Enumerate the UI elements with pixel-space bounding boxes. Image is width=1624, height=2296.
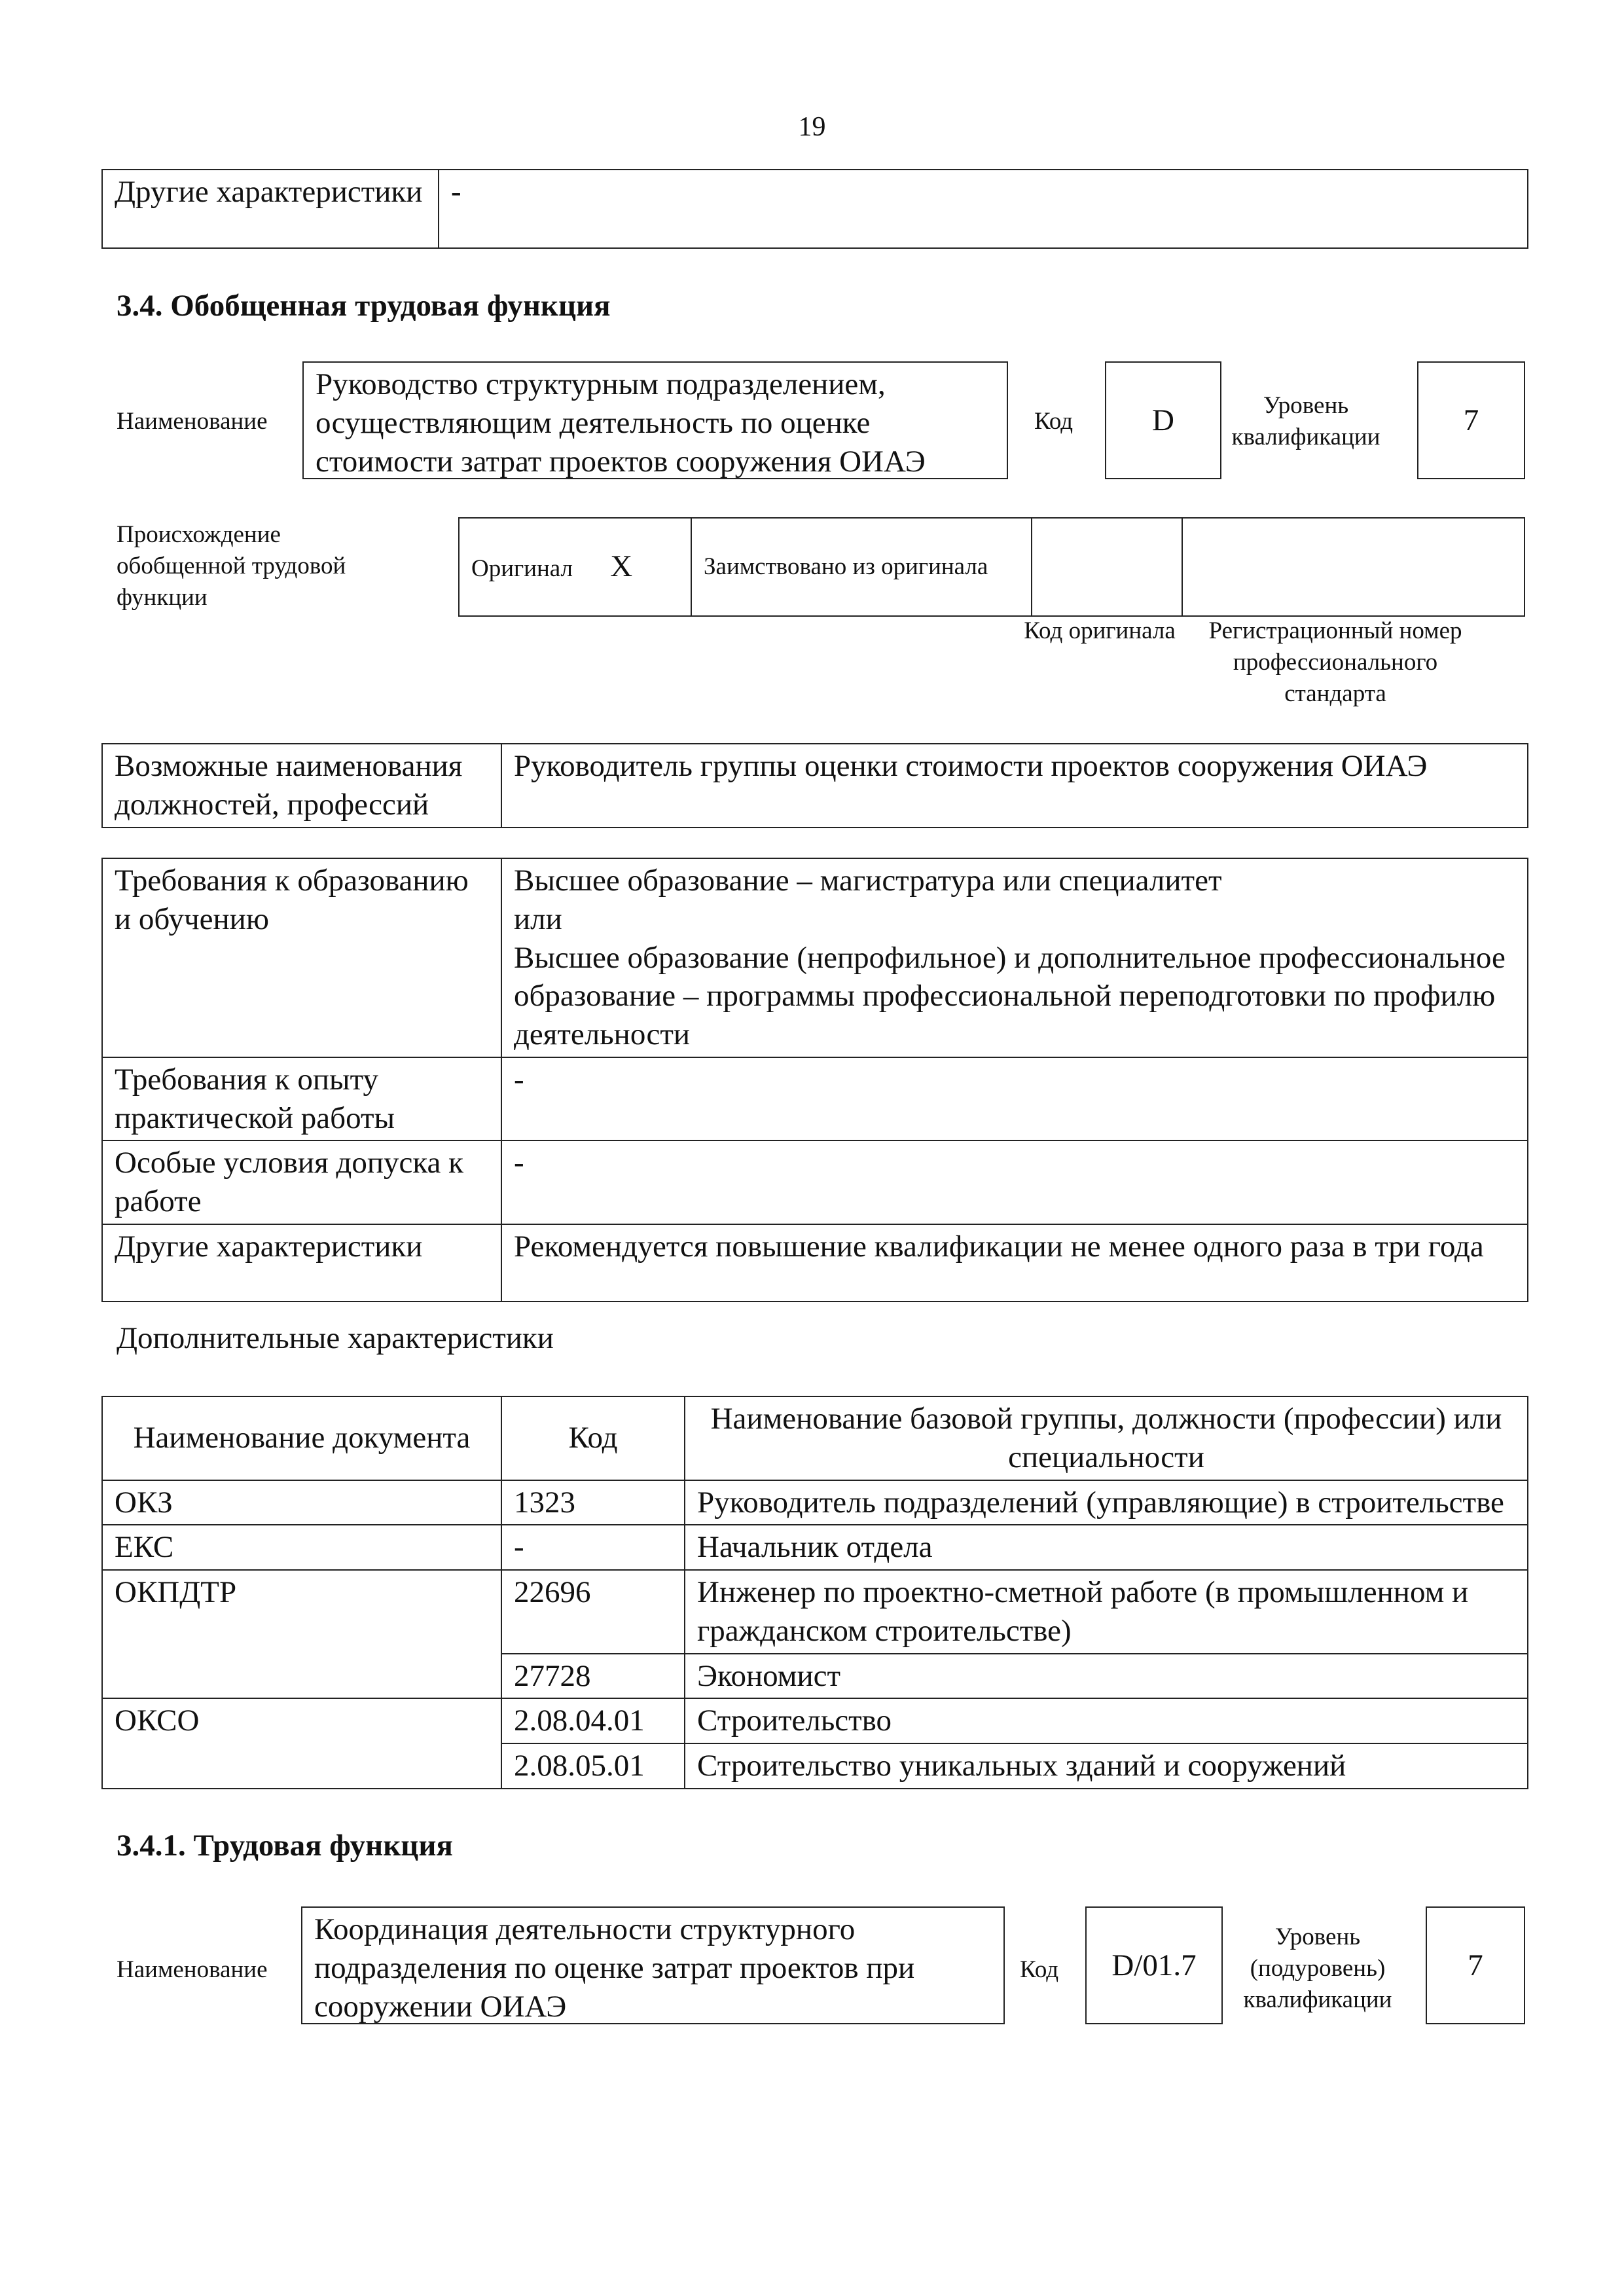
- code-cell: 1323: [501, 1480, 685, 1525]
- section-heading-3-4-1: 3.4.1. Трудовая функция: [117, 1829, 453, 1863]
- code-cell: 2.08.05.01: [501, 1743, 685, 1789]
- requirements-table: [101, 858, 1528, 1302]
- table-row: [102, 744, 1528, 828]
- function-name-value: Руководство структурным подразделением, осуществляющим деятельность по оценке стоимости затрат проектов сооружения ОИАЭ: [316, 367, 926, 479]
- additional-table: [101, 1396, 1528, 1789]
- name-cell: Инженер по проектно-сметной работе (в промышленном и гражданском строительстве): [685, 1570, 1528, 1654]
- req-exp-label: Требования к опыту практической работы: [102, 1057, 501, 1141]
- table-row: [102, 1570, 1528, 1654]
- table-row: [102, 1480, 1528, 1525]
- name-label: Наименование: [117, 408, 268, 435]
- origin-code-cell: [1032, 518, 1182, 616]
- name-cell: Строительство: [685, 1698, 1528, 1743]
- code-cell: 27728: [501, 1654, 685, 1699]
- doc-cell: ЕКС: [102, 1525, 501, 1570]
- req-edu-value: [501, 858, 1528, 1057]
- page-number: 19: [798, 112, 826, 142]
- labor-function-name-value: Координация деятельности структурного подразделения по оценке затрат проектов при сооружении ОИАЭ: [314, 1912, 915, 2024]
- additional-heading: Дополнительные характеристики: [117, 1321, 554, 1355]
- doc-cell: ОКЗ: [102, 1480, 501, 1525]
- doc-cell: ОКПДТР: [102, 1570, 501, 1698]
- code-value-341: D/01.7: [1111, 1948, 1197, 1982]
- code-cell: 22696: [501, 1570, 685, 1654]
- req-other-label: Другие характеристики: [102, 1224, 501, 1302]
- doc-cell: ОКСО: [102, 1698, 501, 1789]
- code-label-341: Код: [1020, 1956, 1059, 1983]
- code-value: D: [1152, 403, 1174, 437]
- prev-label: Другие характеристики: [102, 170, 439, 248]
- name-cell: Экономист: [685, 1654, 1528, 1699]
- positions-label: Возможные наименования должностей, профессий: [102, 744, 501, 828]
- table-header-row: [102, 1396, 1528, 1480]
- table-row: [102, 1698, 1528, 1743]
- code-cell: 2.08.04.01: [501, 1698, 685, 1743]
- original-label: Оригинал: [471, 555, 573, 583]
- table-row: [102, 1140, 1528, 1224]
- code-cell: -: [501, 1525, 685, 1570]
- table-row: [102, 858, 1528, 1057]
- borrowed-cell: [691, 518, 1032, 616]
- origin-table: [458, 517, 1525, 617]
- labor-function-name-box: [301, 1906, 1005, 2024]
- table-row: [459, 518, 1525, 616]
- header-doc: Наименование документа: [102, 1396, 501, 1480]
- prev-characteristics-table: [101, 169, 1528, 249]
- table-row: [102, 1057, 1528, 1141]
- header-code: Код: [501, 1396, 685, 1480]
- code-box-341: [1085, 1906, 1223, 2024]
- name-cell: Строительство уникальных зданий и сооружений: [685, 1743, 1528, 1789]
- table-row: [102, 170, 1528, 248]
- borrowed-label: Заимствовано из оригинала: [704, 553, 988, 580]
- name-cell: Руководитель подразделений (управляющие) в строительстве: [685, 1480, 1528, 1525]
- function-name-box: [302, 361, 1008, 479]
- caption-reg-number: Регистрационный номер профессионального стандарта: [1208, 617, 1462, 708]
- level-value: 7: [1463, 403, 1479, 437]
- name-cell: Начальник отдела: [685, 1525, 1528, 1570]
- positions-value: Руководитель группы оценки стоимости проектов сооружения ОИАЭ: [501, 744, 1528, 828]
- origin-reg-cell: [1182, 518, 1525, 616]
- code-label: Код: [1034, 408, 1074, 435]
- req-exp-value: -: [501, 1057, 1528, 1141]
- name-label-341: Наименование: [117, 1956, 268, 1983]
- req-edu-line: или: [514, 902, 562, 936]
- level-box-341: [1426, 1906, 1525, 2024]
- original-mark: X: [610, 549, 633, 584]
- table-row: [102, 1525, 1528, 1570]
- table-row: [102, 1224, 1528, 1302]
- positions-table: [101, 743, 1528, 828]
- section-heading-3-4: 3.4. Обобщенная трудовая функция: [117, 289, 611, 323]
- req-other-value: Рекомендуется повышение квалификации не менее одного раза в три года: [501, 1224, 1528, 1302]
- origin-label: Происхождение обобщенной трудовой функции: [117, 521, 346, 611]
- prev-value: -: [439, 170, 1528, 248]
- level-label: Уровень квалификации: [1231, 392, 1380, 451]
- req-admission-label: Особые условия допуска к работе: [102, 1140, 501, 1224]
- req-admission-value: -: [501, 1140, 1528, 1224]
- origin-original-cell: [459, 518, 691, 616]
- caption-code-original: Код оригинала: [1024, 617, 1176, 644]
- req-edu-label: Требования к образованию и обучению: [102, 858, 501, 1057]
- header-name: Наименование базовой группы, должности (профессии) или специальности: [685, 1396, 1528, 1480]
- level-label-341: Уровень (подуровень) квалификации: [1243, 1923, 1392, 2014]
- req-edu-line: Высшее образование (непрофильное) и дополнительное профессиональное образование – программы профессиональной переподготовки по профилю деятельности: [514, 940, 1506, 1051]
- level-value-341: 7: [1468, 1948, 1483, 1982]
- code-box: [1105, 361, 1221, 479]
- level-box: [1417, 361, 1525, 479]
- req-edu-line: Высшее образование – магистратура или специалитет: [514, 864, 1222, 898]
